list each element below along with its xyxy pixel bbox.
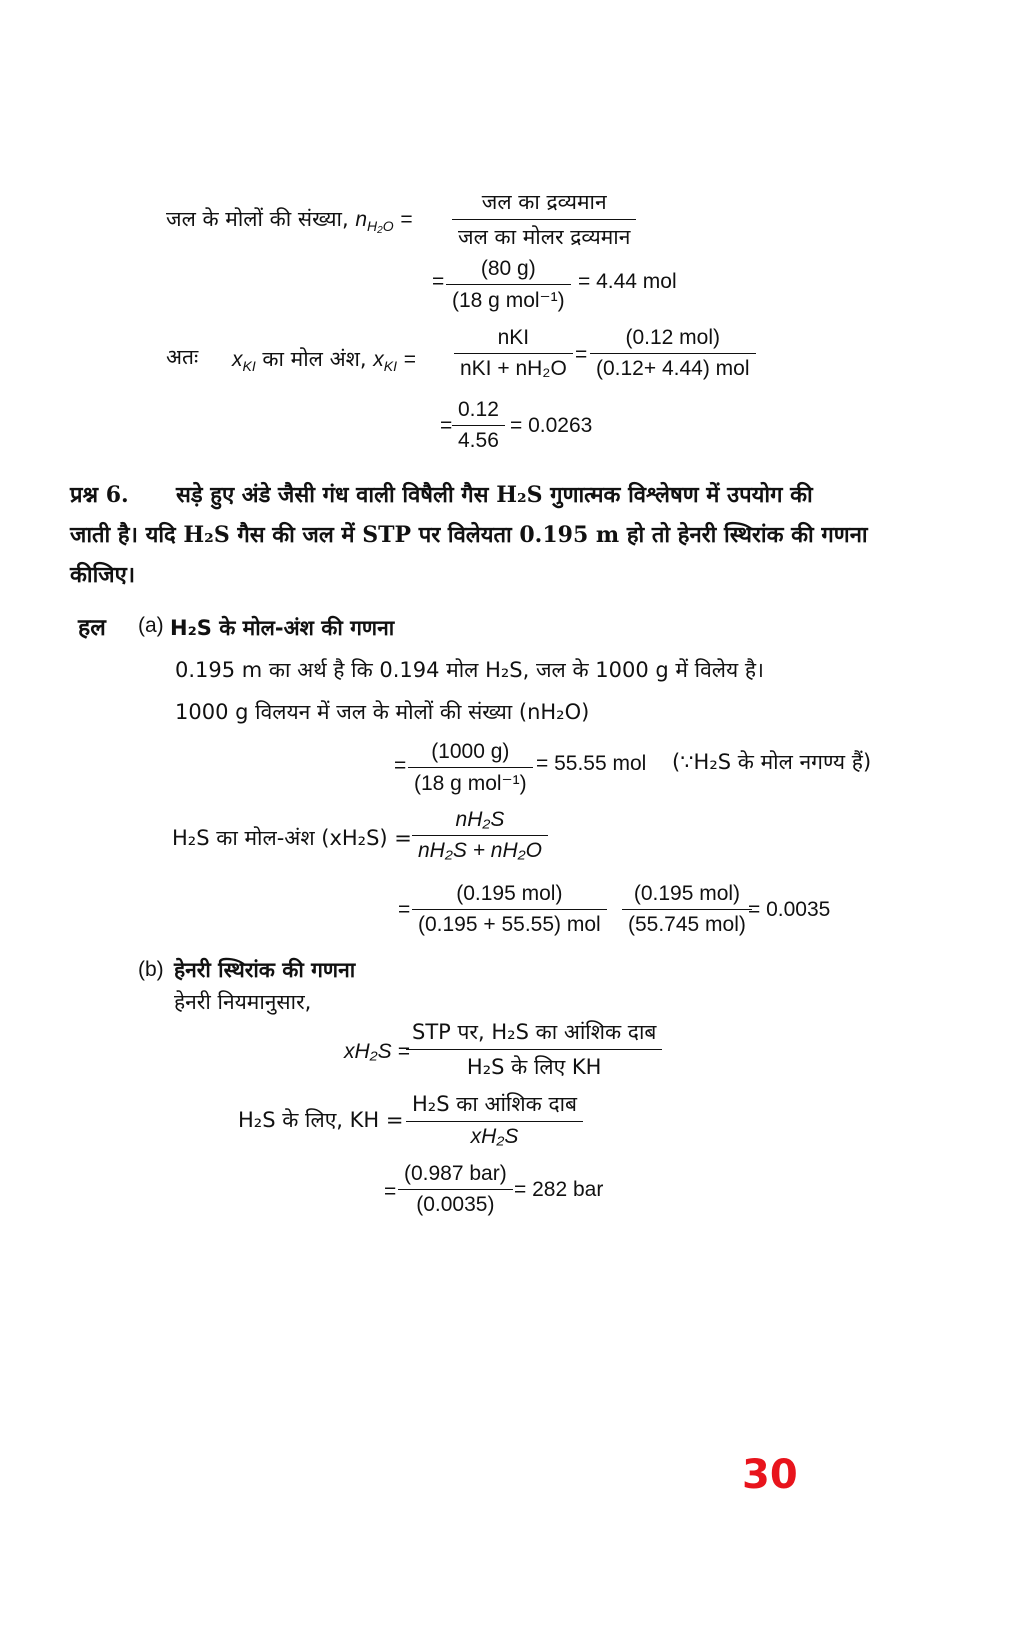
water-moles-note: (∵H₂S के मोल नगण्य हैं): [672, 750, 872, 774]
part-a-title: H₂S के मोल-अंश की गणना: [170, 616, 395, 640]
atah-label: अतः: [166, 345, 199, 369]
kh-result: = 282 bar: [514, 1178, 604, 1201]
xki-final-fraction: $\frac{0.12}{4.56}$: [452, 398, 505, 453]
solution-label: हल: [78, 615, 106, 641]
mole-fraction-result: = 0.0035: [748, 898, 831, 921]
water-moles-solution-result: = 55.55 mol: [536, 752, 647, 775]
mole-fraction-step-1: (0.195 mol) (0.195 + 55.55) mol: [412, 882, 607, 937]
mole-fraction-label: H₂S का मोल-अंश (xH₂S) =: [172, 826, 412, 850]
part-b-label: (b): [138, 958, 164, 981]
question-line-1: सड़े हुए अंडे जैसी गंध वाली विषैली गैस H₂S गुणात्मक विश्लेषण में उपयोग की: [176, 482, 813, 508]
equals-sign: =: [432, 270, 445, 293]
equals-sign: =: [398, 898, 411, 921]
page-number: 30: [742, 1452, 798, 1498]
question-line-2: जाती है। यदि H₂S गैस की जल में STP पर विलेयता 0.195 m हो तो हेनरी स्थिरांक की गणना: [70, 522, 868, 548]
equals-sign: =: [440, 414, 453, 437]
water-moles-fraction: जल का द्रव्यमान जल का मोलर द्रव्यमान: [452, 188, 636, 251]
xki-label: $x_{KI}$ का मोल अंश, $x_{KI}$ =: [232, 347, 416, 374]
part-b-title: हेनरी स्थिरांक की गणना: [174, 958, 356, 982]
xki-fraction-2: (0.12 mol) (0.12+ 4.44) mol: [590, 326, 756, 381]
xh2s-fraction: STP पर, H₂S का आंशिक दाब H₂S के लिए KH: [406, 1018, 662, 1081]
kh-lhs: H₂S के लिए, KH =: [238, 1108, 404, 1132]
mole-fraction-formula: $\frac{\text{nH₂S}}{\text{nH₂S + nH₂O}}$: [412, 808, 548, 863]
water-moles-step-fraction: (80 g) (18 g mol⁻¹): [446, 257, 571, 313]
question-line-3: कीजिए।: [70, 562, 136, 588]
water-moles-solution-fraction: (1000 g) (18 g mol⁻¹): [408, 740, 533, 796]
water-moles-result: = 4.44 mol: [578, 270, 677, 293]
henry-law-label: हेनरी नियमानुसार,: [174, 990, 312, 1014]
xki-equals: =: [575, 343, 588, 366]
part-a-label: (a): [138, 614, 164, 637]
equals-sign: =: [394, 754, 407, 777]
kh-step-fraction: (0.987 bar) (0.0035): [398, 1162, 513, 1217]
xki-final-result: = 0.0263: [510, 414, 593, 437]
xh2s-lhs: xH₂S =: [344, 1040, 410, 1063]
kh-fraction: H₂S का आंशिक दाब xH₂S: [406, 1090, 583, 1149]
mole-fraction-step-2: (0.195 mol) (55.745 mol): [622, 882, 752, 937]
solution-line-1: 0.195 m का अर्थ है कि 0.194 मोल H₂S, जल के 1000 g में विलेय है।: [175, 658, 764, 682]
water-moles-label: जल के मोलों की संख्या, $n_{H_2O}$ =: [166, 207, 413, 236]
equals-sign: =: [384, 1180, 397, 1203]
solution-line-2: 1000 g विलयन में जल के मोलों की संख्या (nH₂O): [175, 700, 590, 724]
question-number: प्रश्न 6.: [70, 482, 129, 508]
xki-fraction: nKI nKI + nH₂O: [454, 326, 573, 381]
